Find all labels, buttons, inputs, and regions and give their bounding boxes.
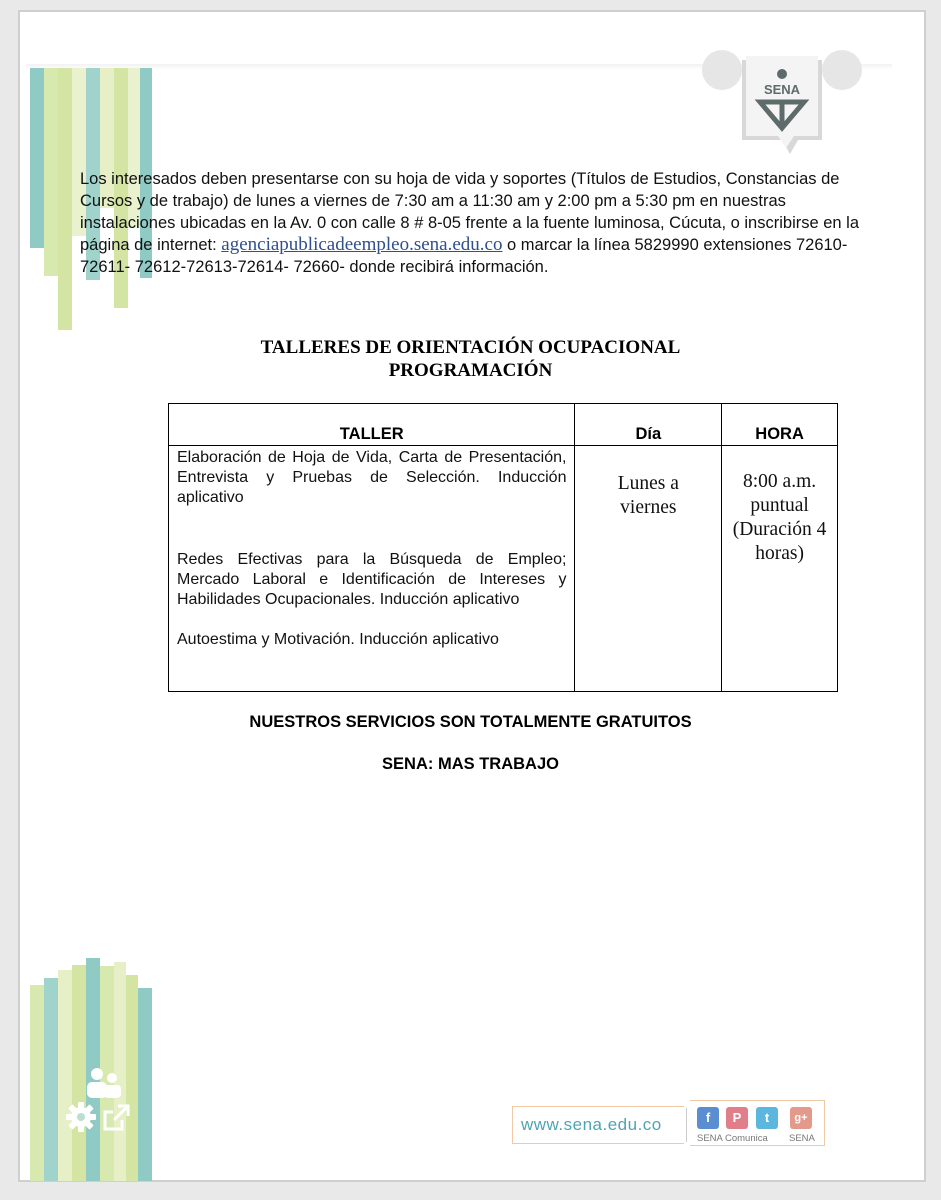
taller-item: Autoestima y Motivación. Inducción aplicativo — [177, 631, 499, 648]
google-plus-icon[interactable]: g+ — [790, 1107, 812, 1129]
section-subtitle: PROGRAMACIÓN — [388, 360, 553, 381]
slogan: SENA: MAS TRABAJO — [382, 755, 559, 773]
dia-cell: Lunes a viernes — [575, 446, 722, 692]
twitter-icon[interactable]: t — [756, 1107, 778, 1129]
pinterest-icon[interactable]: P — [726, 1107, 748, 1129]
taller-cell — [169, 446, 575, 692]
table-header-row — [169, 404, 838, 446]
sena-logo-text: SENA — [763, 82, 801, 97]
taller-item: Elaboración de Hoja de Vida, Carta de Presentación, Entrevista y Pruebas de Selección. Inducción aplicativo — [177, 449, 567, 506]
table-row — [169, 446, 838, 692]
schedule-table — [168, 403, 838, 692]
header-hora: HORA — [722, 404, 838, 446]
sena-label: SENA — [789, 1133, 815, 1144]
section-title: TALLERES DE ORIENTACIÓN OCUPACIONAL — [260, 337, 681, 358]
facebook-icon[interactable]: f — [697, 1107, 719, 1129]
intro-text-end: o marcar la línea 5829990 extensiones 72610- 72611- 72612-72613-72614- 72660- donde recibirá información. — [80, 236, 848, 276]
footer-website[interactable]: www.sena.edu.co — [512, 1106, 684, 1144]
header-dia: Día — [575, 404, 722, 446]
website-link[interactable]: agenciapublicadeempleo.sena.edu.co — [221, 234, 503, 255]
sena-comunica-label: SENA Comunica — [697, 1133, 768, 1144]
hora-cell: 8:00 a.m. puntual (Duración 4 horas) — [722, 446, 838, 692]
services-note: NUESTROS SERVICIOS SON TOTALMENTE GRATUITOS — [249, 713, 692, 731]
intro-text: Los interesados deben presentarse con su hoja de vida y soportes (Títulos de Estudios, Constancias de Cursos y de trabajo) de lunes a viernes de 7:30 am a 11:30 am y 2:00 pm a 5:30 pm en nuestras instalaciones ubicadas en la Av. 0 con calle 8 # 8-05 frente a la fuente luminosa, Cúcuta, o inscribirse en la página de internet: — [80, 170, 860, 254]
taller-item: Redes Efectivas para la Búsqueda de Empleo; Mercado Laboral e Identificación de Intereses y Habilidades Ocupacionales. Inducción aplicativo — [177, 551, 567, 608]
header-taller: TALLER — [169, 404, 575, 446]
footer-divider — [686, 1108, 687, 1142]
intro-paragraph — [80, 168, 870, 278]
